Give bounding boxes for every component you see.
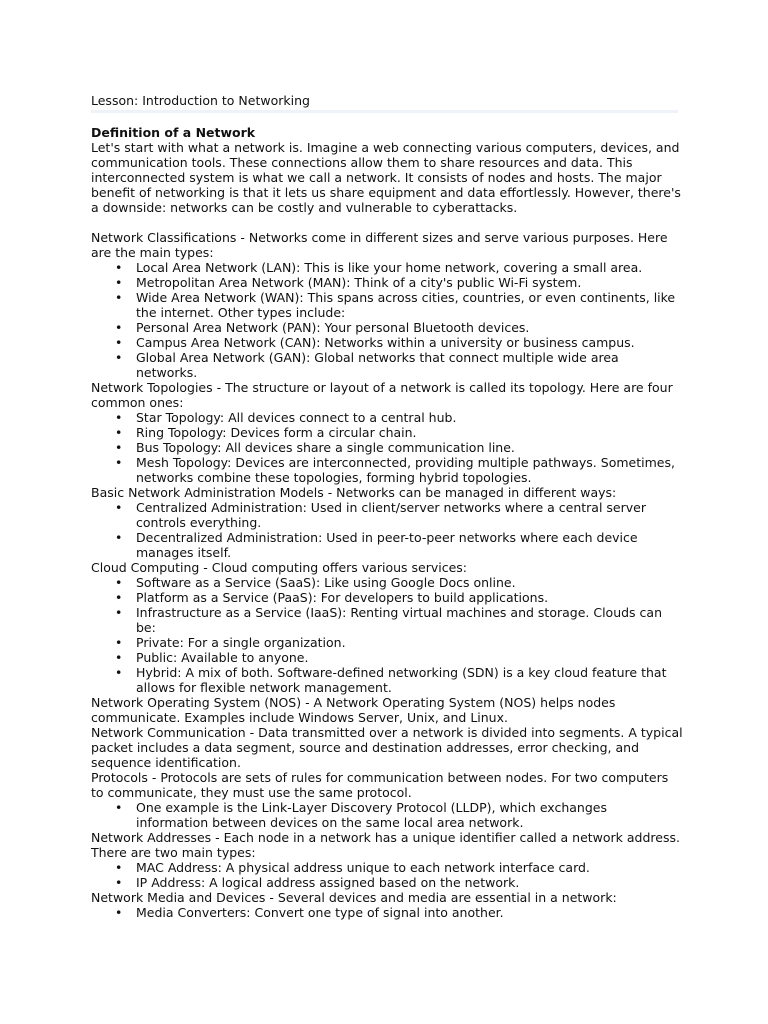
list-item: • Personal Area Network (PAN): Your personal Bluetooth devices. (136, 320, 683, 335)
list-item: • Public: Available to anyone. (136, 650, 683, 665)
list-item: • Decentralized Administration: Used in peer-to-peer networks where each device manages itself. (136, 530, 683, 560)
list-item: • Media Converters: Convert one type of signal into another. (136, 905, 683, 920)
bullet-list-media (91, 905, 683, 920)
list-item: • Infrastructure as a Service (IaaS): Renting virtual machines and storage. Clouds can be: (136, 605, 683, 635)
bullet-list-topologies (91, 410, 683, 485)
list-item: • Platform as a Service (PaaS): For developers to build applications. (136, 590, 683, 605)
bullet-list-addresses (91, 860, 683, 890)
list-item: • Metropolitan Area Network (MAN): Think of a city's public Wi-Fi system. (136, 275, 683, 290)
section-intro-classifications: Network Classifications - Networks come in different sizes and serve various purposes. Here are the main types: (91, 230, 668, 260)
list-item: • Star Topology: All devices connect to a central hub. (136, 410, 683, 425)
list-item: • Bus Topology: All devices share a single communication line. (136, 440, 683, 455)
section-intro-cloud: Cloud Computing - Cloud computing offers various services: (91, 560, 468, 575)
list-item: • Software as a Service (SaaS): Like using Google Docs online. (136, 575, 683, 590)
list-item: • Ring Topology: Devices form a circular chain. (136, 425, 683, 440)
definition-heading: Definition of a Network (91, 125, 256, 140)
section-intro-media: Network Media and Devices - Several devices and media are essential in a network: (91, 890, 617, 905)
bullet-list-cloud (91, 575, 683, 695)
bullet-list-classifications (91, 260, 683, 380)
paragraph-spacer (91, 215, 683, 230)
list-item: • Global Area Network (GAN): Global networks that connect multiple wide area networks. (136, 350, 683, 380)
definition-paragraph: Let's start with what a network is. Imagine a web connecting various computers, devices, and communication tools. These connections allow them to share resources and data. This interconnected system is what we call a network. It consists of nodes and hosts. The major benefit of networking is that it lets us share equipment and data effortlessly. However, there's a downside: networks can be costly and vulnerable to cyberattacks. (91, 140, 681, 215)
list-item: • One example is the Link-Layer Discovery Protocol (LLDP), which exchanges information between devices on the same local area network. (136, 800, 683, 830)
section-intro-addresses: Network Addresses - Each node in a network has a unique identifier called a network address. There are two main types: (91, 830, 680, 860)
section-intro-administration: Basic Network Administration Models - Networks can be managed in different ways: (91, 485, 617, 500)
list-item: • Wide Area Network (WAN): This spans across cities, countries, or even continents, like the internet. Other types include: (136, 290, 683, 320)
bullet-list-protocols (91, 800, 683, 830)
section-intro-protocols: Protocols - Protocols are sets of rules for communication between nodes. For two computers to communicate, they must use the same protocol. (91, 770, 669, 800)
list-item: • Centralized Administration: Used in client/server networks where a central server controls everything. (136, 500, 683, 530)
list-item: • IP Address: A logical address assigned based on the network. (136, 875, 683, 890)
list-item: • MAC Address: A physical address unique to each network interface card. (136, 860, 683, 875)
document-body (91, 125, 683, 920)
lesson-title: Lesson: Introduction to Networking (91, 93, 678, 113)
list-item: • Campus Area Network (CAN): Networks within a university or business campus. (136, 335, 683, 350)
list-item: • Mesh Topology: Devices are interconnected, providing multiple pathways. Sometimes, networks combine these topologies, forming hybrid topologies. (136, 455, 683, 485)
bullet-list-administration (91, 500, 683, 560)
section-intro-topologies: Network Topologies - The structure or layout of a network is called its topology. Here are four common ones: (91, 380, 673, 410)
section-intro-nos: Network Operating System (NOS) - A Network Operating System (NOS) helps nodes communicate. Examples include Windows Server, Unix, and Linux. (91, 695, 616, 725)
list-item: • Hybrid: A mix of both. Software-defined networking (SDN) is a key cloud feature that allows for flexible network management. (136, 665, 683, 695)
section-intro-communication: Network Communication - Data transmitted over a network is divided into segments. A typical packet includes a data segment, source and destination addresses, error checking, and sequence identification. (91, 725, 683, 770)
list-item: • Local Area Network (LAN): This is like your home network, covering a small area. (136, 260, 683, 275)
list-item: • Private: For a single organization. (136, 635, 683, 650)
